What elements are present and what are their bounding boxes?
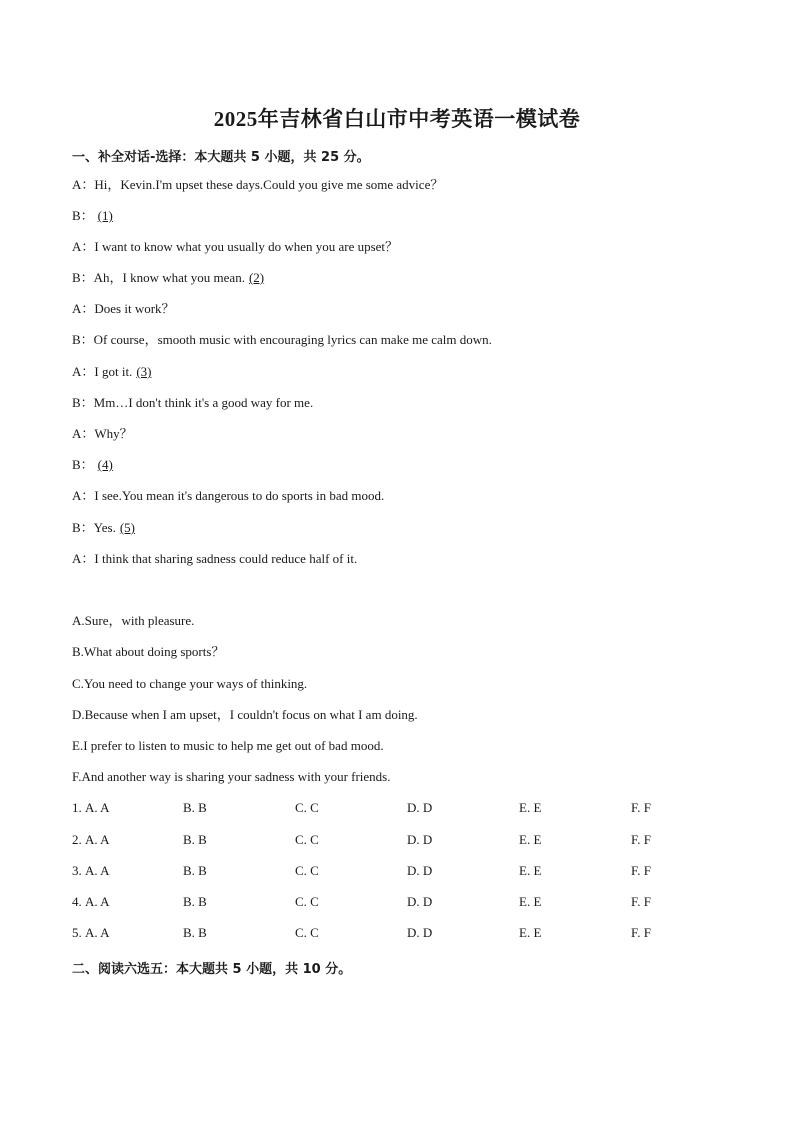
answer-blank[interactable]: (4): [97, 457, 113, 472]
option-c[interactable]: C. C: [295, 925, 319, 940]
dialogue-line: [72, 395, 313, 411]
option-d[interactable]: D. D: [407, 832, 433, 847]
dialogue-line: [72, 426, 133, 442]
speaker-label: A：: [72, 488, 95, 503]
dialogue-line: [72, 239, 398, 255]
answer-blank[interactable]: (2): [248, 270, 265, 285]
dialogue-text: I got it.: [94, 364, 133, 379]
option-f[interactable]: F. F: [631, 832, 651, 847]
speaker-label: A：: [72, 239, 95, 254]
dialogue-line: [72, 177, 443, 193]
dialogue-text: Why？: [94, 426, 133, 441]
dialogue-text: Does it work？: [94, 301, 175, 316]
option-a[interactable]: A. A: [85, 894, 110, 909]
dialogue-line: [72, 457, 113, 473]
section-heading-2: 二、阅读六选五：本大题共 5 小题，共 10 分。: [72, 962, 352, 977]
speaker-label: B：: [72, 332, 94, 347]
option-c[interactable]: C. C: [295, 832, 319, 847]
dialogue-line: [72, 488, 384, 504]
option-d[interactable]: D. D: [407, 800, 433, 815]
speaker-label: B：: [72, 395, 94, 410]
dialogue-text: Yes.: [93, 520, 116, 535]
option-c[interactable]: C. C: [295, 800, 319, 815]
dialogue-text: I see.You mean it's dangerous to do sports in bad mood.: [94, 488, 385, 503]
option-a[interactable]: A. A: [85, 800, 110, 815]
dialogue-text: I want to know what you usually do when you are upset？: [94, 239, 399, 254]
choice-option: F.And another way is sharing your sadness with your friends.: [72, 769, 391, 784]
question-number: 5.: [72, 925, 82, 940]
speaker-label: A：: [72, 551, 95, 566]
question-number: 4.: [72, 894, 82, 909]
option-e[interactable]: E. E: [519, 894, 542, 909]
dialogue-line: [72, 301, 175, 317]
option-d[interactable]: D. D: [407, 863, 433, 878]
option-b[interactable]: B. B: [183, 863, 207, 878]
dialogue-line: [72, 270, 264, 286]
speaker-label: B：: [72, 520, 94, 535]
dialogue-line: [72, 364, 151, 380]
speaker-label: A：: [72, 364, 95, 379]
section-heading-1: 一、补全对话-选择：本大题共 5 小题，共 25 分。: [72, 150, 370, 165]
speaker-label: B：: [72, 457, 94, 472]
answer-blank[interactable]: (1): [97, 208, 113, 223]
question-number: 2.: [72, 832, 82, 847]
option-c[interactable]: C. C: [295, 863, 319, 878]
option-a[interactable]: A. A: [85, 863, 110, 878]
choice-option: E.I prefer to listen to music to help me get out of bad mood.: [72, 738, 384, 753]
dialogue-text: Hi，Kevin.I'm upset these days.Could you give me some advice？: [94, 177, 444, 192]
page-title: 2025年吉林省白山市中考英语一模试卷: [213, 107, 581, 131]
speaker-label: B：: [72, 270, 94, 285]
question-number: 3.: [72, 863, 82, 878]
choice-option: A.Sure，with pleasure.: [72, 613, 195, 628]
speaker-label: B：: [72, 208, 94, 223]
option-b[interactable]: B. B: [183, 925, 207, 940]
question-number: 1.: [72, 800, 82, 815]
option-b[interactable]: B. B: [183, 800, 207, 815]
option-f[interactable]: F. F: [631, 863, 651, 878]
speaker-label: A：: [72, 177, 95, 192]
option-e[interactable]: E. E: [519, 800, 542, 815]
speaker-label: A：: [72, 301, 95, 316]
speaker-label: A：: [72, 426, 95, 441]
choice-option: B.What about doing sports？: [72, 644, 225, 659]
option-b[interactable]: B. B: [183, 894, 207, 909]
dialogue-text: I think that sharing sadness could reduce half of it.: [94, 551, 358, 566]
option-c[interactable]: C. C: [295, 894, 319, 909]
answer-blank[interactable]: (5): [119, 520, 136, 535]
dialogue-line: [72, 208, 113, 224]
option-a[interactable]: A. A: [85, 925, 110, 940]
option-e[interactable]: E. E: [519, 832, 542, 847]
dialogue-line: [72, 520, 135, 536]
option-f[interactable]: F. F: [631, 800, 651, 815]
option-d[interactable]: D. D: [407, 894, 433, 909]
option-b[interactable]: B. B: [183, 832, 207, 847]
dialogue-text: Ah，I know what you mean.: [93, 270, 245, 285]
option-f[interactable]: F. F: [631, 925, 651, 940]
dialogue-line: [72, 551, 357, 567]
option-f[interactable]: F. F: [631, 894, 651, 909]
dialogue-text: Mm…I don't think it's a good way for me.: [93, 395, 314, 410]
dialogue-text: Of course，smooth music with encouraging lyrics can make me calm down.: [93, 332, 492, 347]
choice-option: D.Because when I am upset，I couldn't focus on what I am doing.: [72, 707, 418, 722]
choice-option: C.You need to change your ways of thinking.: [72, 676, 308, 691]
answer-blank[interactable]: (3): [136, 364, 152, 379]
dialogue-line: [72, 332, 492, 348]
option-d[interactable]: D. D: [407, 925, 433, 940]
option-a[interactable]: A. A: [85, 832, 110, 847]
option-e[interactable]: E. E: [519, 863, 542, 878]
option-e[interactable]: E. E: [519, 925, 542, 940]
